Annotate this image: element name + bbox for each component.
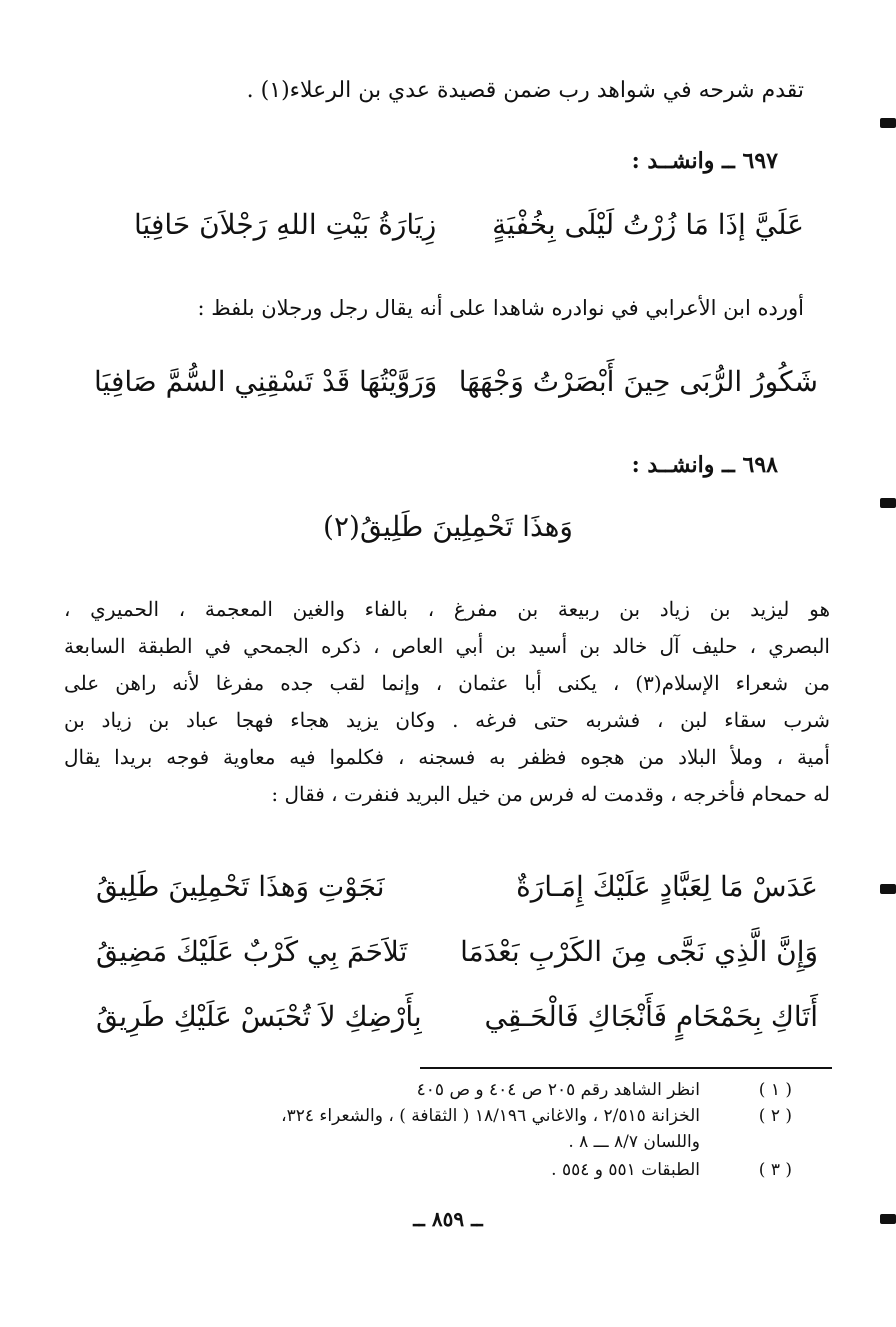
poem-line-1-first: عَدَسْ مَا لِعَبَّادٍ عَلَيْكَ إِمَـارَةٌ (516, 870, 818, 903)
scan-edge-mark (880, 884, 896, 894)
scan-edge-mark (880, 118, 896, 128)
verse-697b-second-hemistich: وَرَوَّيْتُهَا قَدْ تَسْقِنِي السُّمَّ صَافِيَا (94, 365, 438, 398)
verse-697-second-hemistich: زِيَارَةُ بَيْتِ اللهِ رَجْلاَنَ حَافِيَا (134, 208, 437, 241)
bio-line-1: هو ليزيد بن زياد بن ربيعة بن مفرغ ، بالفاء والغين المعجمة ، الحميري ، (64, 597, 830, 621)
footnote-3-number: ( ٣ ) (758, 1160, 792, 1180)
footnote-2-number: ( ٢ ) (758, 1106, 792, 1126)
poem-line-2-first: وَإِنَّ الَّذِي نَجَّى مِنَ الكَرْبِ بَعْدَمَا (460, 935, 818, 968)
footnote-2-text: الخزانة ٢/٥١٥ ، والاغاني ١٨/١٩٦ ( الثقافة ) ، والشعراء ٣٢٤، (281, 1106, 700, 1126)
poem-line-1-second: نَجَوْتِ وَهذَا تَحْمِلِينَ طَلِيقُ (96, 870, 385, 903)
bio-line-4: شرب سقاء لبن ، فشربه حتى فرغه . وكان يزيد هجاء فهجا عباد بن زياد بن (64, 708, 831, 732)
poem-line-3-second: بِأَرْضِكِ لاَ تُحْبَسْ عَلَيْكِ طَرِيقُ (96, 1000, 422, 1033)
verse-697-first-hemistich: عَلَيَّ إذَا مَا زُرْتُ لَيْلَى بِخُفْيَةٍ (492, 208, 804, 241)
bio-line-5: أمية ، وملأ البلاد من هجوه فظفر به فسجنه ، فكلموا فيه معاوية فوجه بريدا يقال (64, 745, 830, 769)
verse-697b-first-hemistich: شَكُورُ الرُّبَى حِينَ أَبْصَرْتُ وَجْهَهَا (458, 365, 818, 398)
footnote-1-number: ( ١ ) (758, 1080, 792, 1100)
intro-line: تقدم شرحه في شواهد رب ضمن قصيدة عدي بن الرعلاء(١) . (246, 78, 804, 103)
verse-698-half: وَهذَا تَحْمِلِينَ طَلِيقُ(٢) (323, 510, 573, 543)
entry-heading-698: ٦٩٨ ــ وانشــد : (631, 452, 778, 478)
scan-edge-mark (880, 498, 896, 508)
poem-line-2-second: تَلاَحَمَ بِي كَرْبٌ عَلَيْكَ مَضِيقُ (96, 935, 408, 968)
source-note-line: أورده ابن الأعرابي في نوادره شاهدا على أنه يقال رجل ورجلان بلفظ : (197, 296, 804, 320)
poem-line-3-first: أَتَاكِ بِحَمْحَامٍ فَأَنْجَاكِ فَالْحَـقِي (484, 1000, 818, 1033)
bio-line-3: من شعراء الإسلام(٣) ، يكنى أبا عثمان ، وإنما لقب جده مفرغا لأنه راهن على (64, 671, 830, 695)
scan-edge-mark (880, 1214, 896, 1224)
footnote-2-continuation: واللسان ٨/٧ ـــ ٨ . (568, 1132, 700, 1152)
entry-heading-697: ٦٩٧ ــ وانشــد : (631, 148, 778, 174)
page-number: ــ ٨٥٩ ــ (413, 1207, 483, 1231)
footnote-divider (420, 1067, 832, 1069)
footnote-3-text: الطبقات ٥٥١ و ٥٥٤ . (551, 1160, 700, 1180)
footnote-1-text: انظر الشاهد رقم ٢٠٥ ص ٤٠٤ و ص ٤٠٥ (416, 1080, 700, 1100)
bio-line-6: له حمحام فأخرجه ، وقدمت له فرس من خيل البريد فنفرت ، فقال : (271, 782, 830, 806)
bio-line-2: البصري ، حليف آل خالد بن أسيد بن أبي العاص ، ذكره الجمحي في الطبقة السابعة (64, 634, 830, 658)
